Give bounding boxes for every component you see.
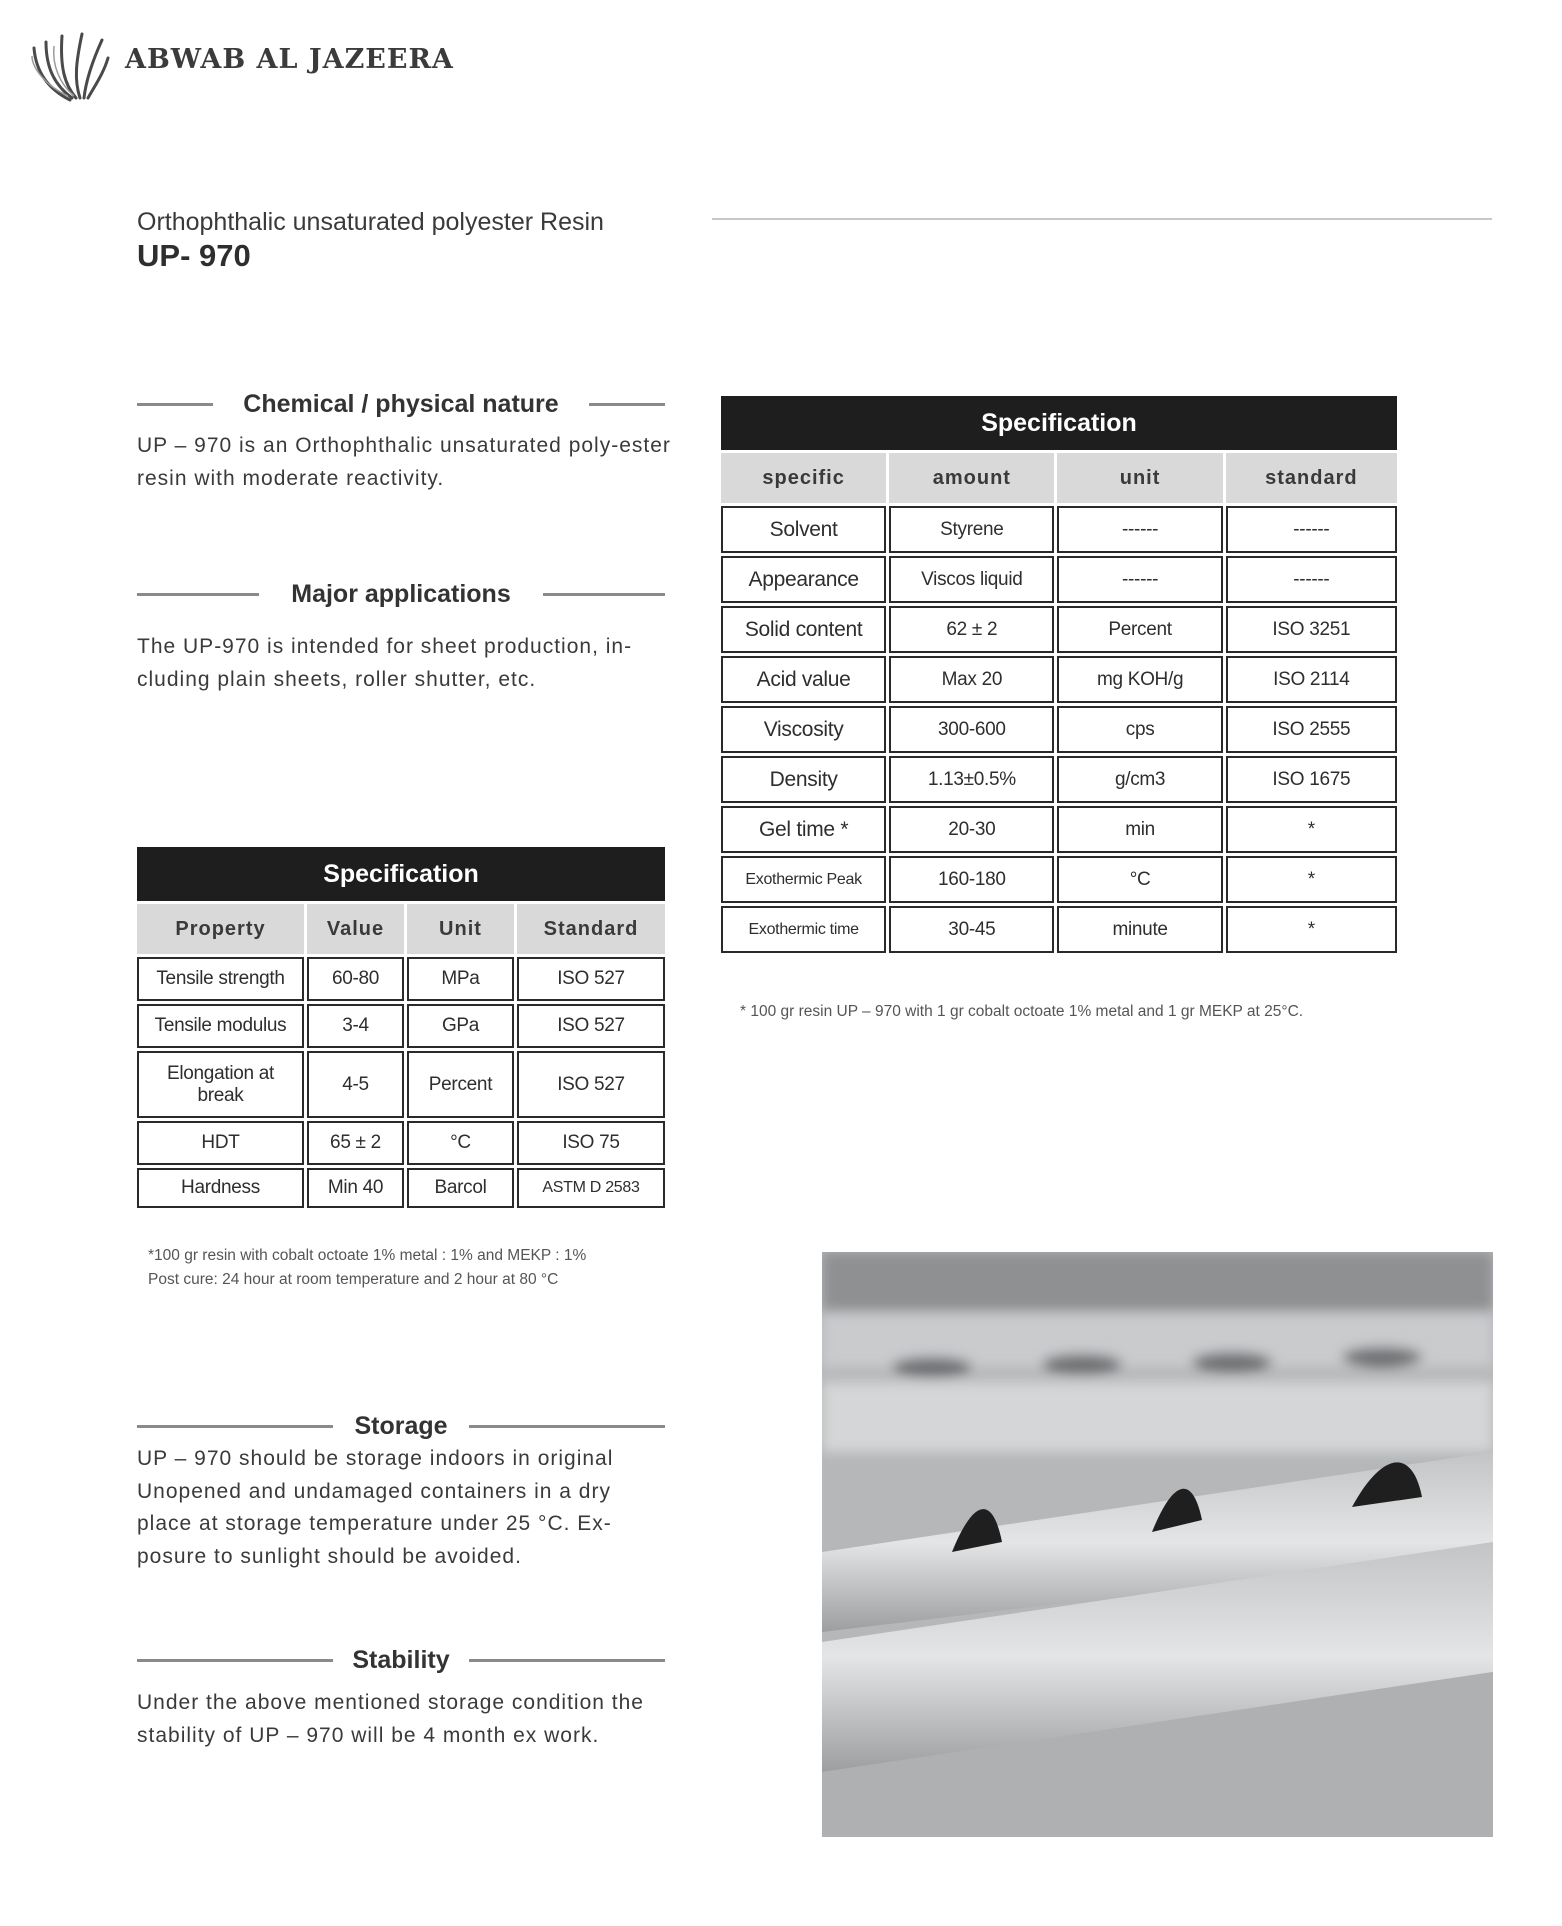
- table-cell: Barcol: [407, 1168, 514, 1208]
- table-cell: *: [1226, 906, 1397, 953]
- heading-rule: [543, 593, 665, 596]
- table-cell: 300-600: [889, 706, 1054, 753]
- table-row: [721, 806, 1397, 853]
- section-heading-stability: [137, 1643, 665, 1677]
- table-cell: Viscosity: [721, 706, 886, 753]
- table-cell: min: [1057, 806, 1222, 853]
- section-title: Major applications: [291, 580, 511, 608]
- heading-rule: [469, 1425, 665, 1428]
- table-cell: ------: [1226, 506, 1397, 553]
- product-subtitle: Orthophthalic unsaturated polyester Resin: [137, 208, 604, 236]
- table-cell: *: [1226, 806, 1397, 853]
- table-cell: Viscos liquid: [889, 556, 1054, 603]
- table-cell: Density: [721, 756, 886, 803]
- section-heading-storage: [137, 1409, 665, 1443]
- table-row: [721, 906, 1397, 953]
- column-header: unit: [1057, 453, 1222, 503]
- table-cell: Styrene: [889, 506, 1054, 553]
- table-cell: Percent: [407, 1051, 514, 1118]
- heading-rule: [469, 1659, 665, 1662]
- table-row: [137, 957, 665, 1001]
- table-row: [721, 556, 1397, 603]
- header-divider: [712, 218, 1492, 220]
- table-cell: 60-80: [307, 957, 404, 1001]
- column-header: Property: [137, 904, 304, 954]
- column-header: amount: [889, 453, 1054, 503]
- footnote-line: *100 gr resin with cobalt octoate 1% metal : 1% and MEKP : 1%: [148, 1247, 587, 1264]
- table-cell: 1.13±0.5%: [889, 756, 1054, 803]
- table-cell: ------: [1226, 556, 1397, 603]
- table-cell: Solid content: [721, 606, 886, 653]
- column-header: specific: [721, 453, 886, 503]
- table-cell: ISO 2555: [1226, 706, 1397, 753]
- table-cell: ISO 527: [517, 957, 665, 1001]
- section-heading-chemical: [137, 387, 665, 421]
- heading-rule: [589, 403, 665, 406]
- table-cell: ------: [1057, 506, 1222, 553]
- table-row: [721, 606, 1397, 653]
- column-header: standard: [1226, 453, 1397, 503]
- table-cell: ISO 1675: [1226, 756, 1397, 803]
- table-cell: °C: [1057, 856, 1222, 903]
- roller-shutter-photo: [822, 1252, 1493, 1837]
- table-cell: Exothermic time: [721, 906, 886, 953]
- table-cell: Tensile modulus: [137, 1004, 304, 1048]
- table-row: [721, 656, 1397, 703]
- section-title: Stability: [352, 1646, 450, 1674]
- table-cell: ISO 527: [517, 1004, 665, 1048]
- table-cell: Elongation at break: [137, 1051, 304, 1118]
- section-text-chemical: UP – 970 is an Orthophthalic unsaturated poly-ester resin with moderate reactivity.: [137, 434, 671, 490]
- table-cell: 65 ± 2: [307, 1121, 404, 1165]
- table-row: [137, 1051, 665, 1118]
- table-cell: Acid value: [721, 656, 886, 703]
- mechanical-spec-table: [134, 844, 668, 1211]
- section-title: Storage: [354, 1412, 448, 1440]
- table-cell: ASTM D 2583: [517, 1168, 665, 1208]
- table-cell: °C: [407, 1121, 514, 1165]
- section-title: Chemical / physical nature: [243, 390, 559, 418]
- section-text-applications: The UP-970 is intended for sheet production, in-cluding plain sheets, roller shutter, etc.: [137, 635, 633, 691]
- table-cell: HDT: [137, 1121, 304, 1165]
- table-cell: ISO 75: [517, 1121, 665, 1165]
- table-title: Specification: [721, 396, 1397, 450]
- table-cell: *: [1226, 856, 1397, 903]
- table-row: [137, 1121, 665, 1165]
- table-cell: 4-5: [307, 1051, 404, 1118]
- column-header: Unit: [407, 904, 514, 954]
- table-cell: Tensile strength: [137, 957, 304, 1001]
- palm-leaf-logo-icon: [30, 28, 110, 104]
- table-cell: Exothermic Peak: [721, 856, 886, 903]
- table-cell: 20-30: [889, 806, 1054, 853]
- table-cell: 30-45: [889, 906, 1054, 953]
- table-cell: g/cm3: [1057, 756, 1222, 803]
- table-footnote: [148, 1244, 586, 1292]
- product-code: UP- 970: [137, 238, 251, 273]
- table-cell: Gel time *: [721, 806, 886, 853]
- table-cell: 3-4: [307, 1004, 404, 1048]
- table-cell: Percent: [1057, 606, 1222, 653]
- table-cell: 62 ± 2: [889, 606, 1054, 653]
- table-cell: ------: [1057, 556, 1222, 603]
- table-cell: minute: [1057, 906, 1222, 953]
- table-cell: ISO 527: [517, 1051, 665, 1118]
- column-header: Value: [307, 904, 404, 954]
- table-row: [721, 756, 1397, 803]
- table-cell: 160-180: [889, 856, 1054, 903]
- table-cell: cps: [1057, 706, 1222, 753]
- table-cell: mg KOH/g: [1057, 656, 1222, 703]
- table-row: [721, 706, 1397, 753]
- section-text-stability: Under the above mentioned storage condition the stability of UP – 970 will be 4 month ex work.: [137, 1691, 644, 1747]
- table-cell: Min 40: [307, 1168, 404, 1208]
- table-cell: MPa: [407, 957, 514, 1001]
- table-row: [721, 506, 1397, 553]
- table-cell: ISO 3251: [1226, 606, 1397, 653]
- brand-name: ABWAB AL JAZEERA: [125, 44, 454, 75]
- corrugated-sheet-illustration: [822, 1252, 1493, 1837]
- table-row: [137, 1004, 665, 1048]
- table-title: Specification: [137, 847, 665, 901]
- table-row: [137, 1168, 665, 1208]
- table-cell: GPa: [407, 1004, 514, 1048]
- table-row: [721, 856, 1397, 903]
- table-cell: Hardness: [137, 1168, 304, 1208]
- liquid-spec-table: [718, 393, 1400, 956]
- column-header: Standard: [517, 904, 665, 954]
- footnote-line: Post cure: 24 hour at room temperature and 2 hour at 80 °C: [148, 1271, 559, 1288]
- table-cell: ISO 2114: [1226, 656, 1397, 703]
- table-footnote: * 100 gr resin UP – 970 with 1 gr cobalt octoate 1% metal and 1 gr MEKP at 25°C.: [740, 1003, 1304, 1020]
- table-cell: Max 20: [889, 656, 1054, 703]
- table-cell: Appearance: [721, 556, 886, 603]
- section-heading-applications: [137, 577, 665, 611]
- section-text-storage: UP – 970 should be storage indoors in original Unopened and undamaged containers in a dry place at storage temperature under 25 °C. Ex-posure to sunlight should be avoided.: [137, 1447, 614, 1568]
- table-cell: Solvent: [721, 506, 886, 553]
